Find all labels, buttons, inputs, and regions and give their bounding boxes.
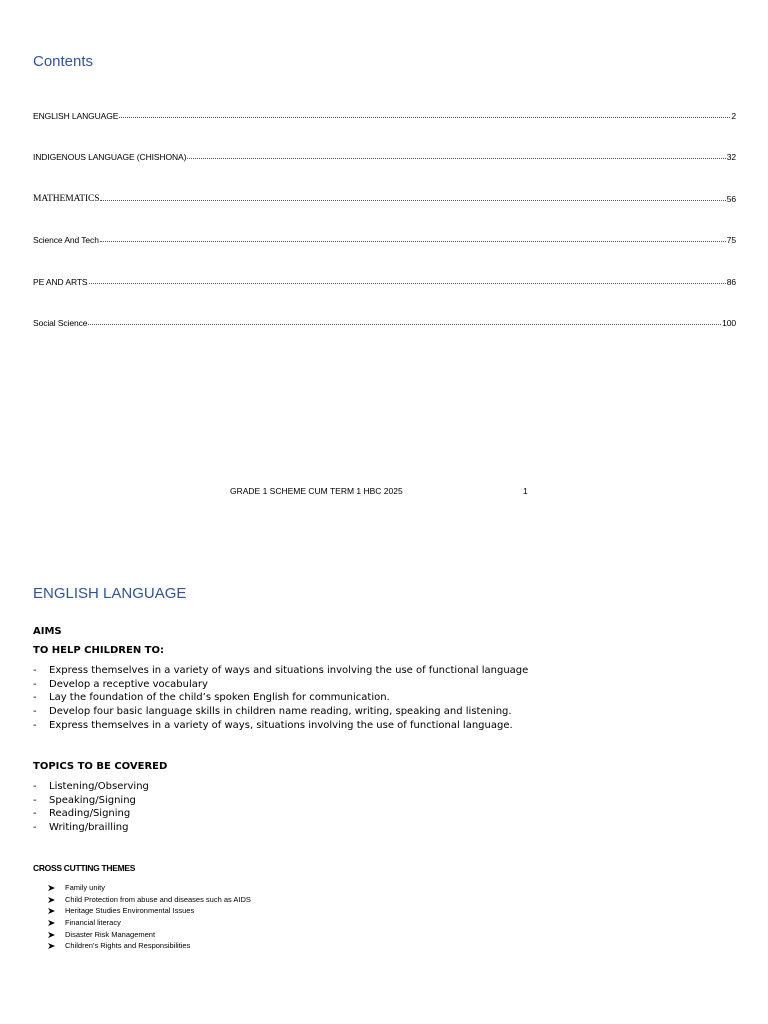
list-item: - Lay the foundation of the child’s spoken English for communication. <box>33 692 390 704</box>
aims-heading: AIMS <box>33 626 62 637</box>
arrow-bullet-icon <box>48 943 55 949</box>
aims-list <box>33 664 528 732</box>
toc-leader-dots <box>89 283 726 284</box>
footer-page-number: 1 <box>523 486 528 496</box>
footer-text: GRADE 1 SCHEME CUM TERM 1 HBC 2025 <box>230 486 403 496</box>
toc-entry-label: INDIGENOUS LANGUAGE (CHISHONA) <box>33 152 187 162</box>
topics-list <box>33 780 149 835</box>
toc-entry-social-science[interactable] <box>33 314 736 328</box>
toc-leader-dots <box>119 117 730 118</box>
cross-cutting-themes-list <box>48 882 251 952</box>
arrow-bullet-icon <box>48 908 55 914</box>
toc-leader-dots <box>100 200 725 201</box>
toc-entry-label: Social Science <box>33 318 88 328</box>
list-item: Disaster Risk Management <box>48 929 251 941</box>
toc-entry-page: 75 <box>726 235 736 245</box>
aims-subheading: TO HELP CHILDREN TO: <box>33 645 164 656</box>
list-item: Heritage Studies Environmental Issues <box>48 905 251 917</box>
toc-entry-label: ENGLISH LANGUAGE <box>33 111 119 121</box>
topics-heading: TOPICS TO BE COVERED <box>33 761 168 772</box>
cross-cutting-themes-heading: CROSS CUTTING THEMES <box>33 863 136 873</box>
toc-entry-page: 86 <box>726 277 736 287</box>
list-item: - Reading/Signing <box>33 808 131 820</box>
list-item: Children’s Rights and Responsibilities <box>48 940 251 952</box>
arrow-bullet-icon <box>48 885 55 891</box>
list-item: - Express themselves in a variety of ways, situations involving the use of functional language. <box>33 719 513 731</box>
list-item: - Speaking/Signing <box>33 794 136 806</box>
section-title-english: ENGLISH LANGUAGE <box>33 585 187 602</box>
toc-leader-dots <box>100 241 726 242</box>
list-item: - Develop four basic language skills in children name reading, writing, speaking and listening. <box>33 706 512 718</box>
list-item: Family unity <box>48 882 251 894</box>
list-item: - Develop a receptive vocabulary <box>33 678 208 690</box>
toc-entry-page: 2 <box>731 111 736 121</box>
list-item: Financial literacy <box>48 917 251 929</box>
toc-entry-label: PE AND ARTS <box>33 277 88 287</box>
toc-entry-english[interactable] <box>33 107 736 121</box>
toc-entry-page: 32 <box>726 152 736 162</box>
toc-entry-label: MATHEMATICS <box>33 194 100 204</box>
list-item: - Express themselves in a variety of ways and situations involving the use of functional language <box>33 665 529 676</box>
arrow-bullet-icon <box>48 897 55 903</box>
toc-entry-mathematics[interactable] <box>33 190 736 204</box>
toc-entry-indigenous-language[interactable] <box>33 148 736 162</box>
toc-entry-science-and-tech[interactable] <box>33 231 736 245</box>
page-footer <box>0 486 768 500</box>
contents-heading: Contents <box>33 53 94 70</box>
arrow-bullet-icon <box>48 932 55 938</box>
list-item: Child Protection from abuse and diseases such as AIDS <box>48 894 251 906</box>
list-item: - Listening/Observing <box>33 781 149 792</box>
list-item: - Writing/brailling <box>33 822 129 834</box>
toc-entry-label: Science And Tech <box>33 235 99 245</box>
arrow-bullet-icon <box>48 920 55 926</box>
toc-leader-dots <box>187 158 725 159</box>
toc-entry-page: 56 <box>726 194 736 204</box>
toc-entry-pe-and-arts[interactable] <box>33 273 736 287</box>
toc-entry-page: 100 <box>722 318 736 328</box>
toc-leader-dots <box>88 324 721 325</box>
